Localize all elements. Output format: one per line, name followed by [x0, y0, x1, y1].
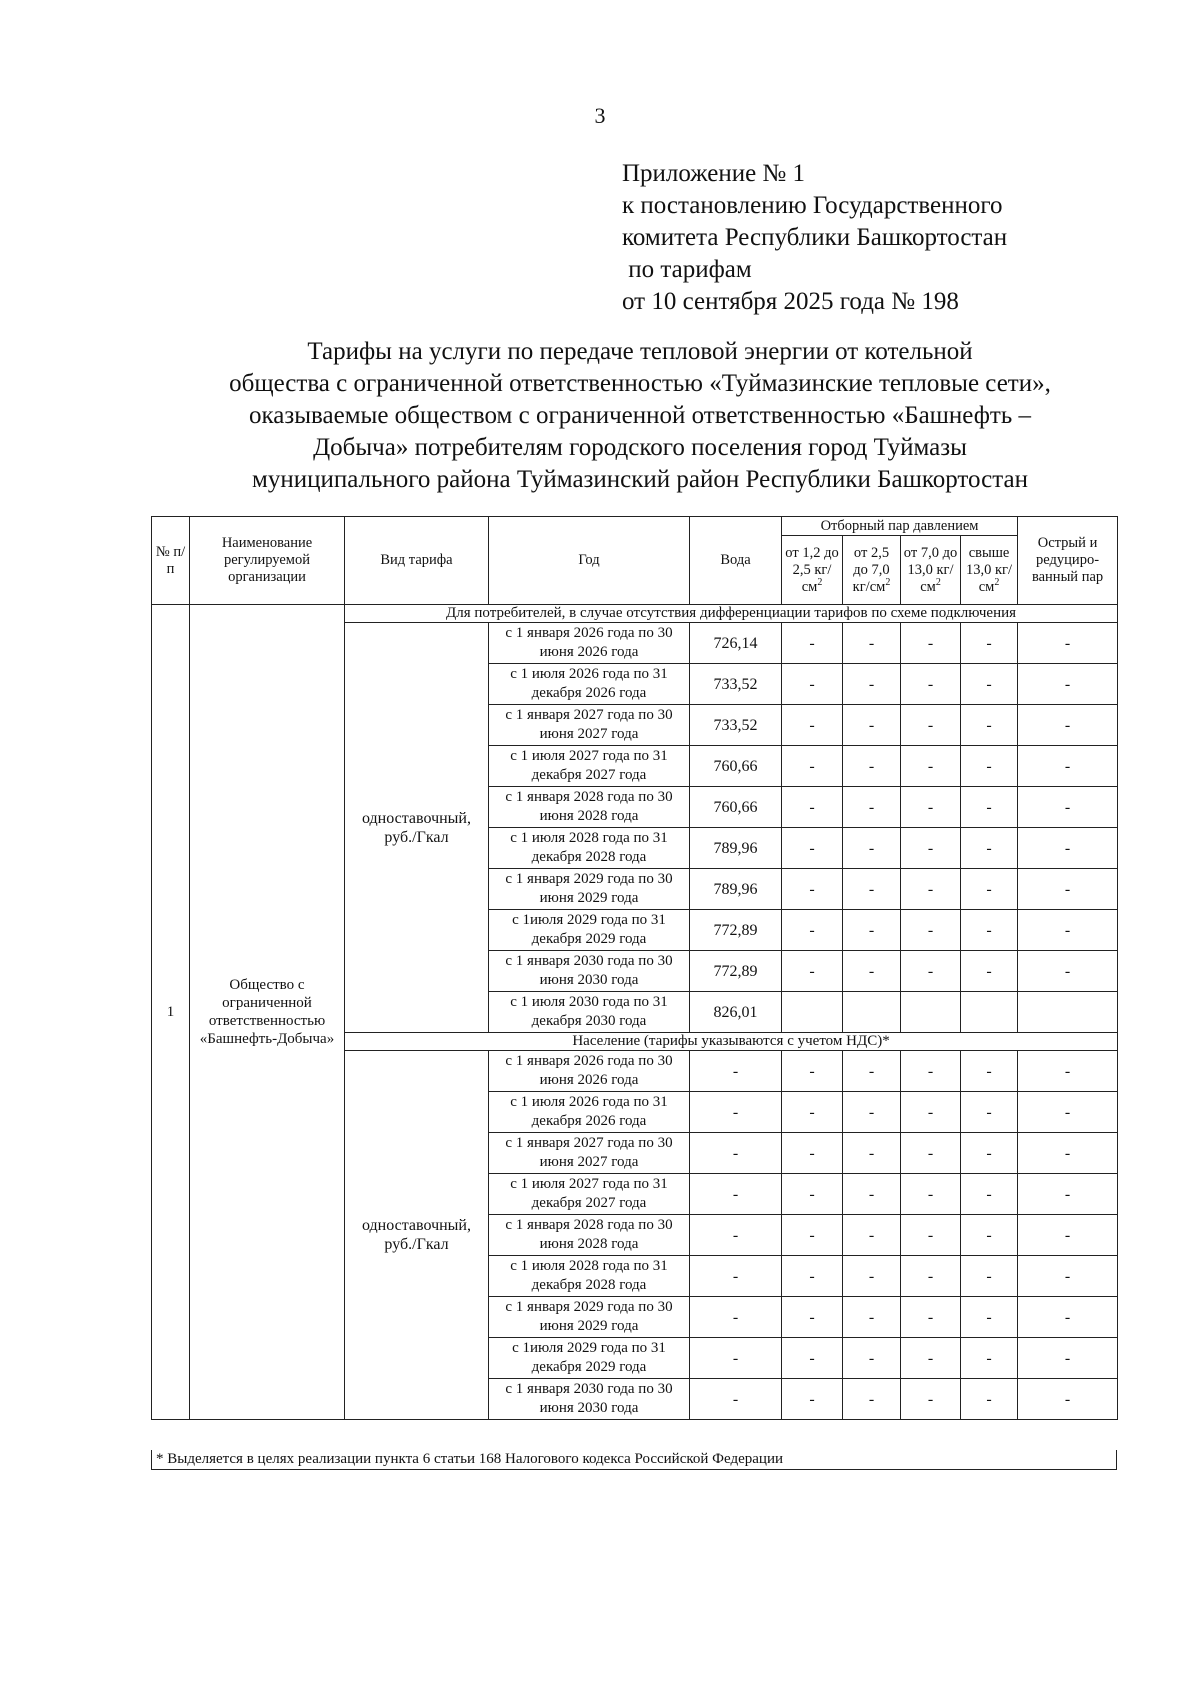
water-value: -: [690, 1215, 782, 1256]
period-cell: с 1 января 2027 года по 30 июня 2027 года: [489, 705, 690, 746]
period-cell: с 1 июля 2028 года по 31 декабря 2028 года: [489, 1256, 690, 1297]
steam-value: -: [961, 828, 1018, 869]
header-num: № п/п: [152, 517, 190, 605]
steam-value: -: [961, 664, 1018, 705]
steam-value: -: [1018, 1297, 1118, 1338]
steam-value: -: [782, 1297, 843, 1338]
steam-value: -: [1018, 951, 1118, 992]
steam-value: -: [901, 787, 961, 828]
steam-value: -: [843, 1051, 901, 1092]
period-cell: с 1 января 2029 года по 30 июня 2029 года: [489, 869, 690, 910]
appendix-block: [622, 158, 1007, 318]
water-value: 760,66: [690, 746, 782, 787]
steam-value: -: [961, 951, 1018, 992]
steam-value: -: [782, 951, 843, 992]
steam-value: -: [901, 705, 961, 746]
steam-value: -: [782, 787, 843, 828]
steam-value: -: [843, 1215, 901, 1256]
steam-value: -: [901, 1338, 961, 1379]
appendix-line: от 10 сентября 2025 года № 198: [622, 288, 959, 315]
steam-value: [901, 992, 961, 1033]
period-cell: с 1 января 2029 года по 30 июня 2029 года: [489, 1297, 690, 1338]
steam-value: [843, 992, 901, 1033]
header-steam-3: от 7,0 до 13,0 $кг/см^2$: [901, 536, 961, 605]
steam-value: -: [901, 1092, 961, 1133]
water-value: -: [690, 1092, 782, 1133]
steam-value: [782, 992, 843, 1033]
period-cell: с 1 января 2028 года по 30 июня 2028 года: [489, 787, 690, 828]
period-cell: с 1 января 2030 года по 30 июня 2030 года: [489, 951, 690, 992]
appendix-line: Приложение № 1: [622, 160, 806, 187]
steam-value: -: [843, 787, 901, 828]
steam-value: -: [1018, 1379, 1118, 1420]
steam-value: -: [843, 623, 901, 664]
steam-value: -: [1018, 787, 1118, 828]
steam-value: [961, 992, 1018, 1033]
steam-value: -: [782, 664, 843, 705]
water-value: -: [690, 1256, 782, 1297]
steam-value: -: [843, 828, 901, 869]
header-steam-4: свыше 13,0 $кг/см^2$: [961, 536, 1018, 605]
appendix-line: комитета Республики Башкортостан: [622, 224, 1008, 251]
steam-value: -: [1018, 869, 1118, 910]
period-cell: с 1июля 2029 года по 31 декабря 2029 года: [489, 1338, 690, 1379]
steam-value: -: [961, 1379, 1018, 1420]
steam-value: -: [901, 1256, 961, 1297]
steam-value: -: [1018, 1256, 1118, 1297]
header-steam-2: от 2,5 до 7,0 $кг/см^2$: [843, 536, 901, 605]
steam-value: -: [782, 828, 843, 869]
steam-value: -: [961, 1297, 1018, 1338]
steam-value: -: [782, 1215, 843, 1256]
steam-value: -: [961, 1338, 1018, 1379]
steam-value: -: [843, 910, 901, 951]
steam-value: -: [961, 746, 1018, 787]
row-number: 1: [152, 605, 190, 1420]
period-cell: с 1 июля 2027 года по 31 декабря 2027 года: [489, 1174, 690, 1215]
header-water: Вода: [690, 517, 782, 605]
steam-value: -: [1018, 1174, 1118, 1215]
steam-value: -: [901, 951, 961, 992]
steam-value: -: [843, 1379, 901, 1420]
steam-value: -: [901, 746, 961, 787]
steam-value: -: [901, 910, 961, 951]
steam-value: -: [1018, 1133, 1118, 1174]
period-cell: с 1 января 2026 года по 30 июня 2026 года: [489, 1051, 690, 1092]
title-line: муниципального района Туймазинский район Республики Башкортостан: [252, 466, 1028, 493]
document-title: [140, 336, 1140, 496]
title-line: Тарифы на услуги по передаче тепловой энергии от котельной: [307, 338, 973, 365]
steam-value: -: [1018, 1215, 1118, 1256]
water-value: 772,89: [690, 951, 782, 992]
steam-value: -: [782, 910, 843, 951]
steam-value: -: [1018, 1092, 1118, 1133]
header-steam-1: от 1,2 до 2,5 $кг/см^2$: [782, 536, 843, 605]
water-value: -: [690, 1379, 782, 1420]
steam-value: -: [901, 1133, 961, 1174]
tariff-type: одноставочный, руб./Гкал: [345, 623, 489, 1033]
steam-value: -: [901, 623, 961, 664]
period-cell: с 1 июля 2027 года по 31 декабря 2027 года: [489, 746, 690, 787]
steam-value: -: [782, 1338, 843, 1379]
title-line: общества с ограниченной ответственностью «Туймазинские тепловые сети»,: [229, 370, 1051, 397]
steam-value: -: [961, 910, 1018, 951]
organization-name: Общество с ограниченной ответственностью «Башнефть-Добыча»: [190, 605, 345, 1420]
tariff-type: одноставочный, руб./Гкал: [345, 1051, 489, 1420]
water-value: 826,01: [690, 992, 782, 1033]
steam-value: -: [843, 746, 901, 787]
steam-value: -: [961, 869, 1018, 910]
steam-value: -: [901, 1215, 961, 1256]
steam-value: -: [843, 1338, 901, 1379]
water-value: 726,14: [690, 623, 782, 664]
period-cell: с 1 января 2030 года по 30 июня 2030 года: [489, 1379, 690, 1420]
title-line: Добыча» потребителям городского поселения город Туймазы: [313, 434, 967, 461]
header-type: Вид тарифа: [345, 517, 489, 605]
header-steam-group: Отборный пар давлением: [782, 517, 1018, 536]
steam-value: -: [1018, 705, 1118, 746]
section-title: Для потребителей, в случае отсутствия дифференциации тарифов по схеме подключения: [345, 605, 1118, 623]
steam-value: -: [961, 1256, 1018, 1297]
steam-value: -: [961, 1092, 1018, 1133]
steam-value: -: [782, 746, 843, 787]
steam-value: -: [901, 1174, 961, 1215]
steam-value: -: [901, 1379, 961, 1420]
steam-value: -: [782, 623, 843, 664]
appendix-line: по тарифам: [622, 256, 752, 283]
steam-value: -: [843, 951, 901, 992]
water-value: 760,66: [690, 787, 782, 828]
water-value: 789,96: [690, 869, 782, 910]
steam-value: [1018, 992, 1118, 1033]
section-title: Население (тарифы указываются с учетом НДС)*: [345, 1033, 1118, 1051]
steam-value: -: [961, 1133, 1018, 1174]
steam-value: -: [1018, 1051, 1118, 1092]
period-cell: с 1 июля 2026 года по 31 декабря 2026 года: [489, 1092, 690, 1133]
tariff-table: [151, 516, 1118, 1420]
steam-value: -: [1018, 1338, 1118, 1379]
water-value: 733,52: [690, 705, 782, 746]
period-cell: с 1июля 2029 года по 31 декабря 2029 года: [489, 910, 690, 951]
water-value: 772,89: [690, 910, 782, 951]
steam-value: -: [961, 623, 1018, 664]
period-cell: с 1 июля 2030 года по 31 декабря 2030 года: [489, 992, 690, 1033]
water-value: -: [690, 1051, 782, 1092]
steam-value: -: [901, 828, 961, 869]
steam-value: -: [843, 1297, 901, 1338]
footnote: * Выделяется в целях реализации пункта 6 статьи 168 Налогового кодекса Российской Федерации: [151, 1450, 1117, 1470]
steam-value: -: [843, 1256, 901, 1297]
steam-value: -: [782, 1379, 843, 1420]
steam-value: -: [843, 869, 901, 910]
page-number: 3: [594, 103, 606, 128]
header-year: Год: [489, 517, 690, 605]
steam-value: -: [843, 705, 901, 746]
steam-value: -: [1018, 664, 1118, 705]
steam-value: -: [782, 1256, 843, 1297]
steam-value: -: [782, 1133, 843, 1174]
section-row: [152, 605, 1118, 623]
steam-value: -: [782, 705, 843, 746]
steam-value: -: [901, 1051, 961, 1092]
period-cell: с 1 июля 2026 года по 31 декабря 2026 года: [489, 664, 690, 705]
steam-value: -: [1018, 910, 1118, 951]
appendix-line: к постановлению Государственного: [622, 192, 1003, 219]
water-value: -: [690, 1133, 782, 1174]
steam-value: -: [961, 787, 1018, 828]
steam-value: -: [901, 869, 961, 910]
steam-value: -: [843, 664, 901, 705]
title-line: оказываемые обществом с ограниченной ответственностью «Башнефть –: [249, 402, 1031, 429]
header-sharp-steam: Острый и редуциро-ванный пар: [1018, 517, 1118, 605]
water-value: 789,96: [690, 828, 782, 869]
steam-value: -: [961, 1174, 1018, 1215]
steam-value: -: [782, 1051, 843, 1092]
steam-value: -: [961, 1215, 1018, 1256]
steam-value: -: [901, 1297, 961, 1338]
steam-value: -: [1018, 623, 1118, 664]
water-value: -: [690, 1338, 782, 1379]
period-cell: с 1 января 2026 года по 30 июня 2026 года: [489, 623, 690, 664]
water-value: 733,52: [690, 664, 782, 705]
header-org: Наименование регулируемой организации: [190, 517, 345, 605]
steam-value: -: [901, 664, 961, 705]
steam-value: -: [782, 869, 843, 910]
steam-value: -: [843, 1092, 901, 1133]
steam-value: -: [782, 1092, 843, 1133]
period-cell: с 1 января 2027 года по 30 июня 2027 года: [489, 1133, 690, 1174]
water-value: -: [690, 1297, 782, 1338]
steam-value: -: [843, 1174, 901, 1215]
steam-value: -: [1018, 746, 1118, 787]
steam-value: -: [782, 1174, 843, 1215]
water-value: -: [690, 1174, 782, 1215]
steam-value: -: [961, 705, 1018, 746]
steam-value: -: [843, 1133, 901, 1174]
period-cell: с 1 июля 2028 года по 31 декабря 2028 года: [489, 828, 690, 869]
period-cell: с 1 января 2028 года по 30 июня 2028 года: [489, 1215, 690, 1256]
steam-value: -: [1018, 828, 1118, 869]
steam-value: -: [961, 1051, 1018, 1092]
